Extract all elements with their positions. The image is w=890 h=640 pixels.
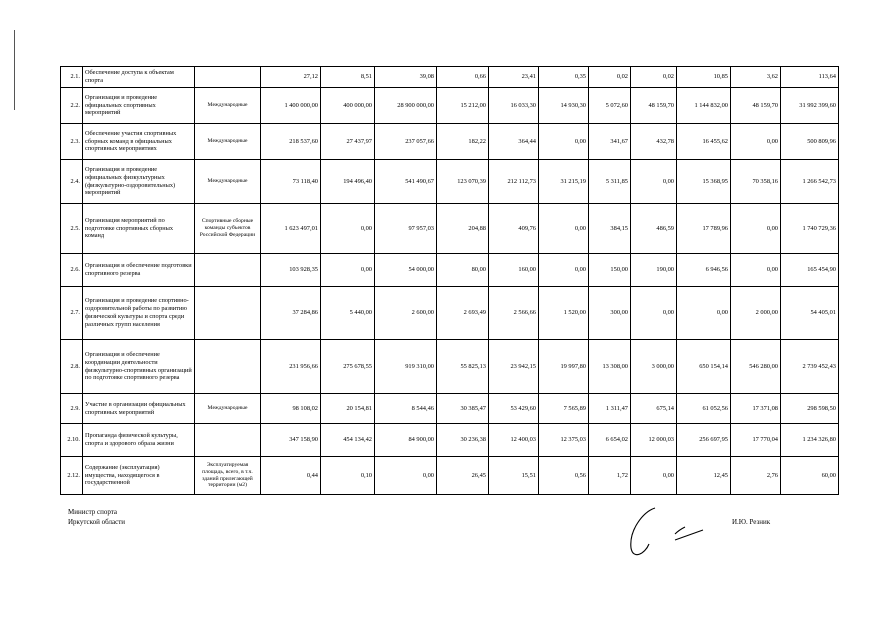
table-row [61, 424, 839, 457]
value-cell: 27 437,97 [321, 124, 375, 160]
table-row [61, 160, 839, 204]
value-cell: 0,02 [589, 67, 631, 88]
value-cell: 160,00 [489, 254, 539, 287]
value-cell: 1 520,00 [539, 287, 589, 340]
row-index: 2.6. [61, 254, 83, 287]
value-cell: 2 739 452,43 [781, 340, 839, 394]
service-name: Организация и проведение спортивно-оздоровительной работы по развитию физической культуры и спорта среди различных групп населения [83, 287, 195, 340]
service-name: Организация и обеспечение подготовки спортивного резерва [83, 254, 195, 287]
value-cell: 26,45 [437, 457, 489, 495]
value-cell: 30 385,47 [437, 394, 489, 424]
value-cell: 55 825,13 [437, 340, 489, 394]
table-row [61, 394, 839, 424]
value-cell: 31 992 399,60 [781, 88, 839, 124]
category: Эксплуатируемая площадь, всего, в т.ч. зданий прилегающей территории (м2) [195, 457, 261, 495]
value-cell: 12 000,03 [631, 424, 677, 457]
value-cell: 1 311,47 [589, 394, 631, 424]
value-cell: 84 900,00 [375, 424, 437, 457]
value-cell: 0,00 [631, 457, 677, 495]
value-cell: 3,62 [731, 67, 781, 88]
value-cell: 5 440,00 [321, 287, 375, 340]
value-cell: 5 311,85 [589, 160, 631, 204]
value-cell: 675,14 [631, 394, 677, 424]
value-cell: 37 284,86 [261, 287, 321, 340]
value-cell: 0,35 [539, 67, 589, 88]
table-row [61, 124, 839, 160]
value-cell: 300,00 [589, 287, 631, 340]
value-cell: 500 809,96 [781, 124, 839, 160]
value-cell: 0,00 [321, 204, 375, 254]
value-cell: 432,78 [631, 124, 677, 160]
value-cell: 231 956,66 [261, 340, 321, 394]
value-cell: 0,00 [731, 254, 781, 287]
position-line-2: Иркутской области [68, 518, 126, 527]
value-cell: 194 496,40 [321, 160, 375, 204]
value-cell: 3 000,00 [631, 340, 677, 394]
value-cell: 12,45 [677, 457, 731, 495]
service-name: Участие в организации официальных спортивных мероприятий [83, 394, 195, 424]
row-index: 2.9. [61, 394, 83, 424]
value-cell: 1,72 [589, 457, 631, 495]
value-cell: 2 000,00 [731, 287, 781, 340]
row-index: 2.4. [61, 160, 83, 204]
value-cell: 97 957,03 [375, 204, 437, 254]
value-cell: 919 310,00 [375, 340, 437, 394]
value-cell: 190,00 [631, 254, 677, 287]
table-row [61, 88, 839, 124]
value-cell: 0,10 [321, 457, 375, 495]
value-cell: 400 000,00 [321, 88, 375, 124]
value-cell: 70 358,16 [731, 160, 781, 204]
category [195, 254, 261, 287]
service-name: Содержание (эксплуатация) имущества, находящегося в государственной [83, 457, 195, 495]
value-cell: 6 946,56 [677, 254, 731, 287]
value-cell: 150,00 [589, 254, 631, 287]
value-cell: 23,41 [489, 67, 539, 88]
table-row [61, 457, 839, 495]
table-row [61, 67, 839, 88]
value-cell: 0,00 [539, 124, 589, 160]
row-index: 2.1. [61, 67, 83, 88]
value-cell: 17 371,08 [731, 394, 781, 424]
value-cell: 212 112,73 [489, 160, 539, 204]
row-index: 2.3. [61, 124, 83, 160]
value-cell: 409,76 [489, 204, 539, 254]
value-cell: 54 405,01 [781, 287, 839, 340]
category [195, 67, 261, 88]
value-cell: 123 070,39 [437, 160, 489, 204]
value-cell: 15 212,00 [437, 88, 489, 124]
value-cell: 13 308,00 [589, 340, 631, 394]
value-cell: 2 566,66 [489, 287, 539, 340]
value-cell: 0,00 [677, 287, 731, 340]
row-index: 2.8. [61, 340, 83, 394]
position-line-1: Министр спорта [68, 508, 117, 516]
value-cell: 60,00 [781, 457, 839, 495]
category: Международные [195, 394, 261, 424]
service-name: Пропаганда физической культуры, спорта и здорового образа жизни [83, 424, 195, 457]
value-cell: 218 537,60 [261, 124, 321, 160]
binding-margin-line [14, 30, 15, 110]
value-cell: 0,00 [539, 254, 589, 287]
value-cell: 165 454,90 [781, 254, 839, 287]
value-cell: 0,00 [731, 124, 781, 160]
value-cell: 20 154,81 [321, 394, 375, 424]
value-cell: 454 134,42 [321, 424, 375, 457]
value-cell: 0,02 [631, 67, 677, 88]
signatory-position [68, 507, 125, 527]
value-cell: 256 697,95 [677, 424, 731, 457]
value-cell: 15 368,95 [677, 160, 731, 204]
value-cell: 23 942,15 [489, 340, 539, 394]
value-cell: 0,00 [631, 287, 677, 340]
table-row [61, 287, 839, 340]
service-name: Организация мероприятий по подготовке спортивных сборных команд [83, 204, 195, 254]
value-cell: 364,44 [489, 124, 539, 160]
value-cell: 546 280,00 [731, 340, 781, 394]
service-name: Организация и обеспечение координации деятельности физкультурно-спортивных организаций по подготовке спортивного резерва [83, 340, 195, 394]
value-cell: 27,12 [261, 67, 321, 88]
value-cell: 0,00 [321, 254, 375, 287]
value-cell: 298 598,50 [781, 394, 839, 424]
category [195, 340, 261, 394]
value-cell: 17 789,96 [677, 204, 731, 254]
table-row [61, 340, 839, 394]
value-cell: 275 678,55 [321, 340, 375, 394]
value-cell: 2 693,49 [437, 287, 489, 340]
value-cell: 53 429,60 [489, 394, 539, 424]
value-cell: 48 159,70 [631, 88, 677, 124]
value-cell: 6 654,02 [589, 424, 631, 457]
row-index: 2.5. [61, 204, 83, 254]
value-cell: 2,76 [731, 457, 781, 495]
value-cell: 0,00 [631, 160, 677, 204]
value-cell: 2 600,00 [375, 287, 437, 340]
value-cell: 341,67 [589, 124, 631, 160]
value-cell: 15,51 [489, 457, 539, 495]
table-row [61, 254, 839, 287]
value-cell: 1 234 326,80 [781, 424, 839, 457]
service-name: Организация и проведение официальных спортивных мероприятий [83, 88, 195, 124]
service-name: Обеспечение доступа к объектам спорта [83, 67, 195, 88]
value-cell: 16 455,62 [677, 124, 731, 160]
service-name: Организация и проведение официальных физкультурных (физкультурно-оздоровительных) мероприятий [83, 160, 195, 204]
row-index: 2.12. [61, 457, 83, 495]
value-cell: 7 565,89 [539, 394, 589, 424]
value-cell: 8,51 [321, 67, 375, 88]
value-cell: 650 154,14 [677, 340, 731, 394]
value-cell: 1 623 497,01 [261, 204, 321, 254]
value-cell: 39,08 [375, 67, 437, 88]
row-index: 2.7. [61, 287, 83, 340]
value-cell: 182,22 [437, 124, 489, 160]
value-cell: 0,56 [539, 457, 589, 495]
row-index: 2.10. [61, 424, 83, 457]
signatory-name: И.Ю. Резник [732, 518, 771, 526]
value-cell: 73 118,40 [261, 160, 321, 204]
value-cell: 8 544,46 [375, 394, 437, 424]
value-cell: 54 000,00 [375, 254, 437, 287]
category [195, 287, 261, 340]
handwritten-signature [615, 500, 725, 570]
value-cell: 31 215,19 [539, 160, 589, 204]
category [195, 424, 261, 457]
value-cell: 541 490,67 [375, 160, 437, 204]
value-cell: 10,85 [677, 67, 731, 88]
value-cell: 237 057,66 [375, 124, 437, 160]
value-cell: 1 400 000,00 [261, 88, 321, 124]
value-cell: 113,64 [781, 67, 839, 88]
value-cell: 347 158,90 [261, 424, 321, 457]
value-cell: 5 072,60 [589, 88, 631, 124]
value-cell: 1 144 832,00 [677, 88, 731, 124]
budget-table [60, 66, 839, 495]
category: Международные [195, 88, 261, 124]
value-cell: 0,00 [375, 457, 437, 495]
table-row [61, 204, 839, 254]
value-cell: 16 033,30 [489, 88, 539, 124]
service-name: Обеспечение участия спортивных сборных команд в официальных спортивных мероприятиях [83, 124, 195, 160]
value-cell: 98 108,02 [261, 394, 321, 424]
value-cell: 0,44 [261, 457, 321, 495]
value-cell: 48 159,70 [731, 88, 781, 124]
value-cell: 12 400,03 [489, 424, 539, 457]
category: Международные [195, 160, 261, 204]
value-cell: 384,15 [589, 204, 631, 254]
value-cell: 0,00 [539, 204, 589, 254]
value-cell: 0,00 [731, 204, 781, 254]
category: Международные [195, 124, 261, 160]
category: Спортивные сборные команды субъектов Российской Федерации [195, 204, 261, 254]
value-cell: 0,66 [437, 67, 489, 88]
value-cell: 17 770,04 [731, 424, 781, 457]
value-cell: 30 236,38 [437, 424, 489, 457]
value-cell: 61 052,56 [677, 394, 731, 424]
row-index: 2.2. [61, 88, 83, 124]
value-cell: 103 928,35 [261, 254, 321, 287]
value-cell: 204,88 [437, 204, 489, 254]
value-cell: 80,00 [437, 254, 489, 287]
value-cell: 1 740 729,36 [781, 204, 839, 254]
value-cell: 12 375,03 [539, 424, 589, 457]
value-cell: 486,59 [631, 204, 677, 254]
value-cell: 19 997,80 [539, 340, 589, 394]
value-cell: 14 930,30 [539, 88, 589, 124]
value-cell: 1 266 542,73 [781, 160, 839, 204]
value-cell: 28 900 000,00 [375, 88, 437, 124]
